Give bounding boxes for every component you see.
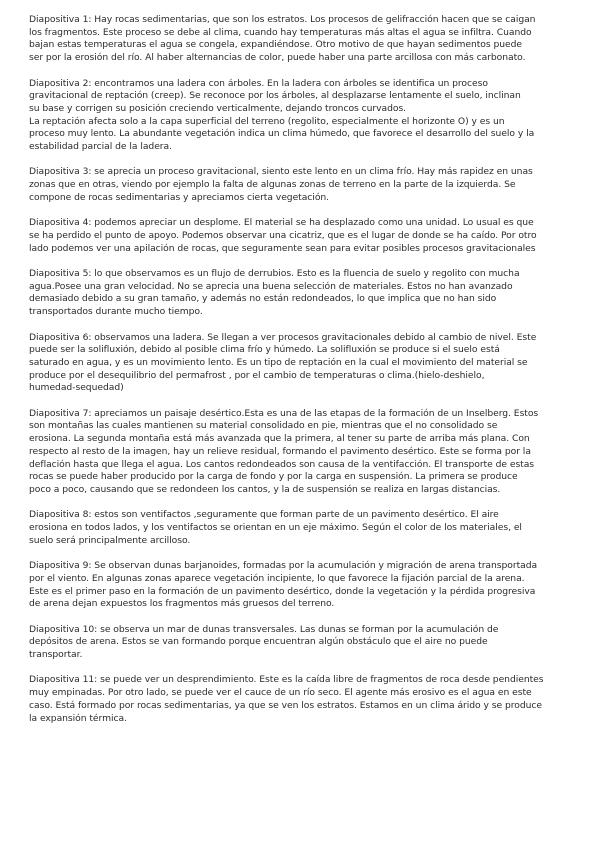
text-line: Diapositiva 10: se observa un mar de dunas transversales. Las dunas se forman por la acumulación de	[29, 623, 499, 635]
text-line: Diapositiva 8: estos son ventifactos ,seguramente que forman parte de un pavimento desértico. El aire	[29, 509, 499, 521]
text-line: transportar.	[29, 649, 83, 661]
text-line: humedad-sequedad)	[29, 382, 124, 394]
text-line: Diapositiva 2: encontramos una ladera con árboles. En la ladera con árboles se identifica un proceso	[29, 77, 488, 89]
text-line: estabilidad parcial de la ladera.	[29, 141, 172, 153]
paragraph-diapositiva-6	[29, 332, 571, 396]
text-line: la expansión térmica.	[29, 712, 127, 724]
text-line: son montañas las cuales mantienen su material consolidado en pie, mientras que el no consolidado se	[29, 420, 498, 432]
text-line: demasiado debido a su gran tamaño, y además no están redondeados, lo que implica que no han sido	[29, 293, 497, 305]
text-line: agua.Posee una gran velocidad. No se aprecia una buena selección de materiales. Estos no han avanzado	[29, 280, 513, 292]
text-line: proceso muy lento. La abundante vegetación indica un clima húmedo, que favorece el desarrollo del suelo y la	[29, 128, 535, 140]
text-line: muy empinadas. Por otro lado, se puede ver el cauce de un río seco. El agente más erosivo es el agua en este	[29, 687, 532, 699]
text-line: Diapositiva 6: observamos una ladera. Se llegan a ver procesos gravitacionales debido al cambio de nivel. Este	[29, 331, 537, 343]
paragraph-diapositiva-7	[29, 408, 571, 497]
text-line: Diapositiva 7: apreciamos un paisaje desértico.Esta es una de las etapas de la formación de un Inselberg. Estos	[29, 407, 539, 419]
text-line: compone de rocas sedimentarias y apreciamos cierta vegetación.	[29, 191, 330, 203]
text-line: bajan estas temperaturas el agua se congela, expandiéndose. Otro motivo de que hayan sedimentos puede	[29, 39, 523, 51]
paragraph-diapositiva-10	[29, 624, 571, 662]
text-line: de arena dejan expuestos los fragmentos más gruesos del terreno.	[29, 598, 335, 610]
text-line: Diapositiva 1: Hay rocas sedimentarias, que son los estratos. Los procesos de gelifracción hacen que se caigan	[29, 14, 536, 25]
text-line: Diapositiva 5: lo que observamos es un flujo de derrubios. Esto es la fluencia de suelo y regolito con mucha	[29, 268, 520, 279]
paragraph-diapositiva-3	[29, 166, 571, 204]
text-line: se ha perdido el punto de apoyo. Podemos observar una cicatriz, que es el lugar de donde se ha caído. Por otro	[29, 229, 537, 241]
paragraph-diapositiva-4	[29, 217, 571, 255]
text-line: respecto al resto de la imagen, hay un relieve residual, formando el pavimento desértico. Este se forma por la	[29, 445, 531, 457]
paragraph-diapositiva-5	[29, 268, 571, 319]
document-page	[29, 14, 571, 738]
text-line: caso. Está formado por rocas sedimentarias, ya que se ven los estratos. Estamos en un clima árido y se produce	[29, 699, 542, 711]
text-line: produce por el desequilibrio del permafrost , por el cambio de temperaturas o clima.(hielo-deshielo,	[29, 369, 485, 381]
paragraph-diapositiva-9	[29, 560, 571, 611]
text-line: los fragmentos. Este proceso se debe al clima, cuando hay temperaturas más altas el agua se infiltra. Cuando	[29, 26, 532, 38]
text-line: poco a poco, causando que se redondeen los cantos, y la de suspensión se realiza en largas distancias.	[29, 483, 501, 495]
text-line: Diapositiva 4: podemos apreciar un desplome. El material se ha desplazado como una unidad. Lo usual es que	[29, 217, 534, 229]
text-line: gravitacional de reptación (creep). Se reconoce por los árboles, al desplazarse lentamente el suelo, inclinan	[29, 90, 521, 102]
text-line: La reptación afecta solo a la capa superficial del terreno (regolito, especialmente el horizonte O) y es un	[29, 115, 505, 127]
text-line: puede ser la solifluxión, debido al posible clima frío y húmedo. La solifluxión se produce si el suelo está	[29, 344, 500, 356]
text-line: saturado en agua, y es un movimiento lento. Es un tipo de reptación en la cual el movimiento del material se	[29, 356, 528, 368]
paragraph-diapositiva-11	[29, 674, 571, 725]
paragraph-diapositiva-1	[29, 14, 571, 65]
text-line: erosiona. La segunda montaña está más avanzada que la primera, al tener su parte de arriba más plana. Con	[29, 433, 530, 445]
text-line: zonas que en otras, viendo por ejemplo la falta de algunas zonas de terreno en la parte de la izquierda. Se	[29, 179, 516, 191]
text-line: deflación hasta que llega el agua. Los cantos redondeados son causa de la ventifacción. El transporte de estas	[29, 458, 535, 470]
paragraph-diapositiva-2	[29, 78, 571, 154]
text-line: Diapositiva 3: se aprecia un proceso gravitacional, siento este lento en un clima frío. Hay más rapidez en unas	[29, 166, 533, 178]
text-line: ser por la erosión del río. Al haber alternancias de color, puede haber una parte arcillosa con más carbonato.	[29, 52, 526, 64]
text-line: por el viento. En algunas zonas aparece vegetación incipiente, lo que favorece la fijación parcial de la arena.	[29, 572, 525, 584]
text-line: rocas se puede haber producido por la carga de fondo y por la carga en suspensión. La primera se produce	[29, 471, 518, 483]
text-line: transportados durante mucho tiempo.	[29, 306, 203, 318]
text-line: Diapositiva 11: se puede ver un desprendimiento. Este es la caída libre de fragmentos de roca desde pendientes	[29, 674, 544, 686]
text-line: erosiona en todos lados, y los ventifactos se orientan en un eje máximo. Según el color de los materiales, el	[29, 522, 522, 534]
text-line: Este es el primer paso en la formación de un pavimento desértico, donde la vegetación y la pérdida progresiva	[29, 585, 536, 597]
text-line: Diapositiva 9: Se observan dunas barjanoides, formadas por la acumulación y migración de arena transportada	[29, 560, 538, 572]
text-line: lado podemos ver una apilación de rocas, que seguramente sean para evitar posibles procesos gravitacionales	[29, 242, 536, 254]
text-line: su base y corrigen su posición creciendo verticalmente, dejando troncos curvados.	[29, 102, 407, 114]
text-line: depósitos de arena. Estos se van formando porque encuentran algún obstáculo que el aire no puede	[29, 636, 488, 648]
text-line: suelo será principalmente arcilloso.	[29, 534, 191, 546]
paragraph-diapositiva-8	[29, 509, 571, 547]
